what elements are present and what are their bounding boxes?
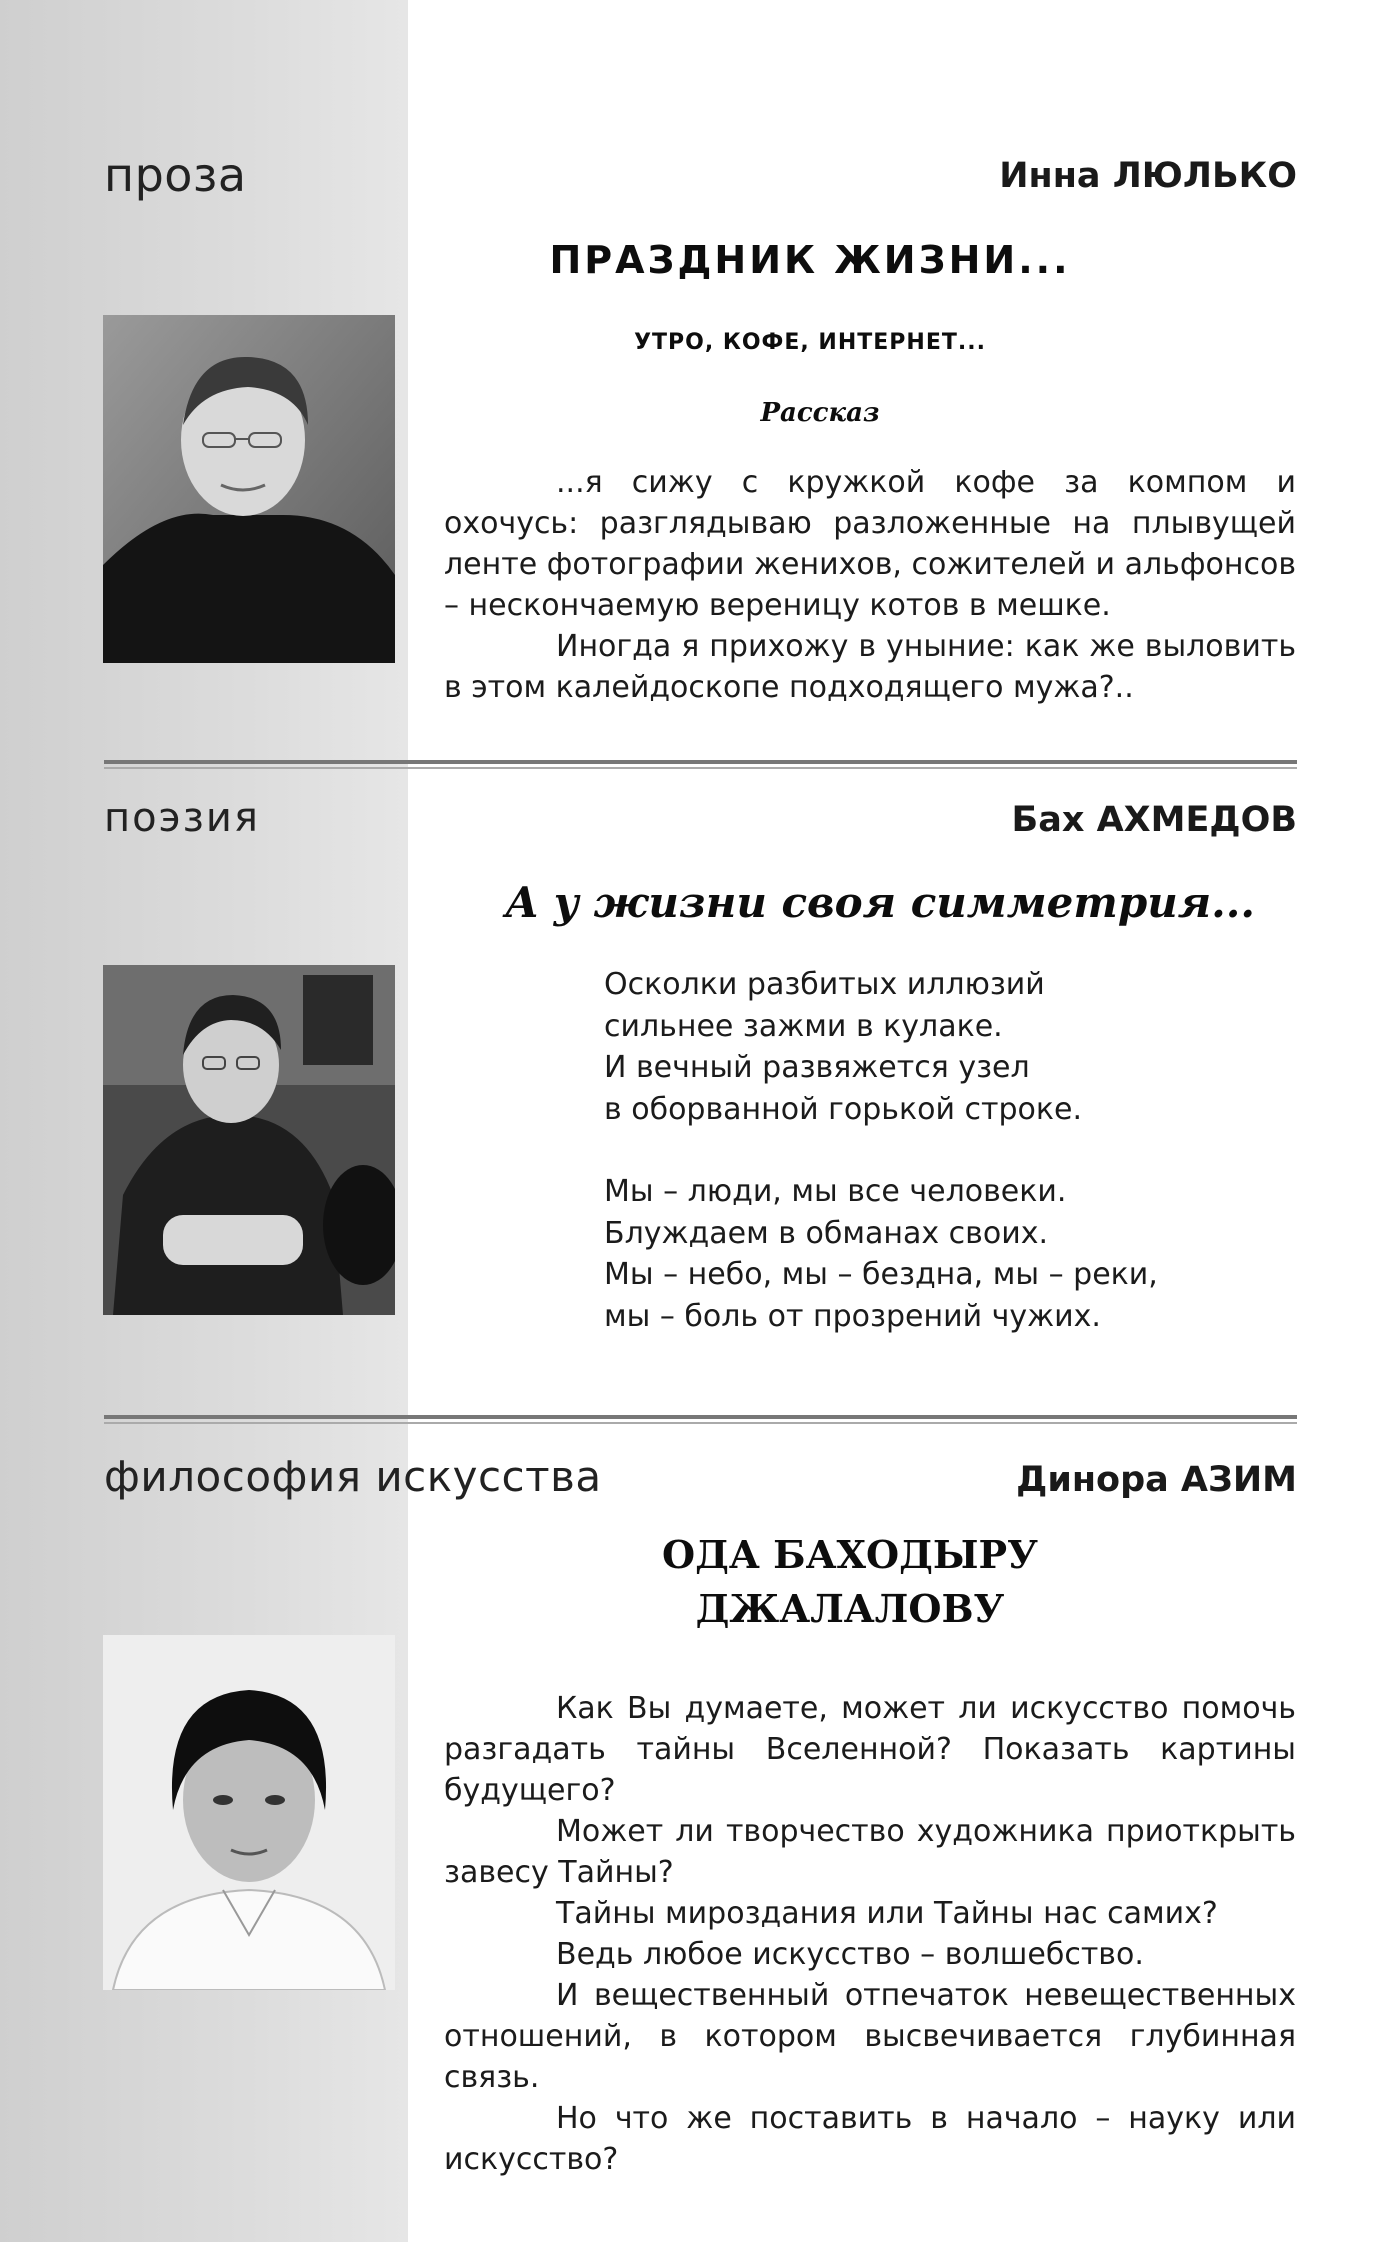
essay-title-line: ОДА БАХОДЫРУ <box>662 1532 1038 1577</box>
section-divider-1 <box>104 760 1297 764</box>
author-name-2: Бах АХМЕДОВ <box>1011 800 1297 840</box>
author-photo-1 <box>103 315 395 663</box>
story-title-1: ПРАЗДНИК ЖИЗНИ... <box>549 238 1071 282</box>
story-subtitle-1: УТРО, КОФЕ, ИНТЕРНЕТ... <box>634 330 986 355</box>
paragraph: Как Вы думаете, может ли искусство помочь разгадать тайны Вселенной? Показать картины будущего? <box>444 1691 1296 1808</box>
paragraph: Тайны мироздания или Тайны нас самих? <box>556 1896 1218 1931</box>
paragraph: И вещественный отпечаток невещественных отношений, в котором высвечивается глубинная связь. <box>444 1978 1296 2095</box>
poem-line: Мы – люди, мы все человеки. <box>604 1174 1067 1209</box>
poem-text <box>604 964 1244 1337</box>
poem-title: А у жизни своя симметрия... <box>504 878 1256 927</box>
essay-title-line: ДЖАЛАЛОВУ <box>695 1586 1005 1631</box>
genre-label: Рассказ <box>760 398 880 428</box>
paragraph: Иногда я прихожу в уныние: как же выловить в этом калейдоскопе подходящего мужа?.. <box>444 629 1296 705</box>
section-divider-2 <box>104 1415 1297 1419</box>
poem-line: в оборванной горькой строке. <box>604 1091 1082 1127</box>
essay-excerpt <box>444 1688 1296 2180</box>
poem-line: И вечный развяжется узел <box>604 1050 1030 1085</box>
section-label-poetry: поэзия <box>104 795 260 841</box>
paragraph: ...я сижу с кружкой кофе за компом и охочусь: разглядываю разложенные на плывущей ленте фотографии женихов, сожителей и альфонсов – нескончаемую вереницу котов в мешке. <box>444 465 1296 623</box>
poem-line: мы – боль от прозрений чужих. <box>604 1298 1101 1334</box>
prose-excerpt-1 <box>444 462 1296 708</box>
stanza-gap <box>604 1130 1244 1171</box>
author-name-1: Инна ЛЮЛЬКО <box>999 156 1297 196</box>
essay-title <box>560 1528 1140 1636</box>
poem-line: Осколки разбитых иллюзий <box>604 967 1045 1002</box>
poem-line: Блуждаем в обманах своих. <box>604 1215 1048 1251</box>
poem-line: Мы – небо, мы – бездна, мы – реки, <box>604 1257 1158 1292</box>
paragraph: Может ли творчество художника приоткрыть завесу Тайны? <box>444 1814 1296 1890</box>
paragraph: Ведь любое искусство – волшебство. <box>556 1937 1144 1972</box>
paragraph: Но что же поставить в начало – науку или искусство? <box>444 2101 1296 2177</box>
author-name-3: Динора АЗИМ <box>1016 1460 1297 1500</box>
author-photo-3 <box>103 1635 395 1990</box>
section-label-prose: проза <box>104 148 247 202</box>
section-label-philosophy: философия искусства <box>104 1452 602 1501</box>
author-photo-2 <box>103 965 395 1315</box>
poem-line: сильнее зажми в кулаке. <box>604 1008 1003 1044</box>
